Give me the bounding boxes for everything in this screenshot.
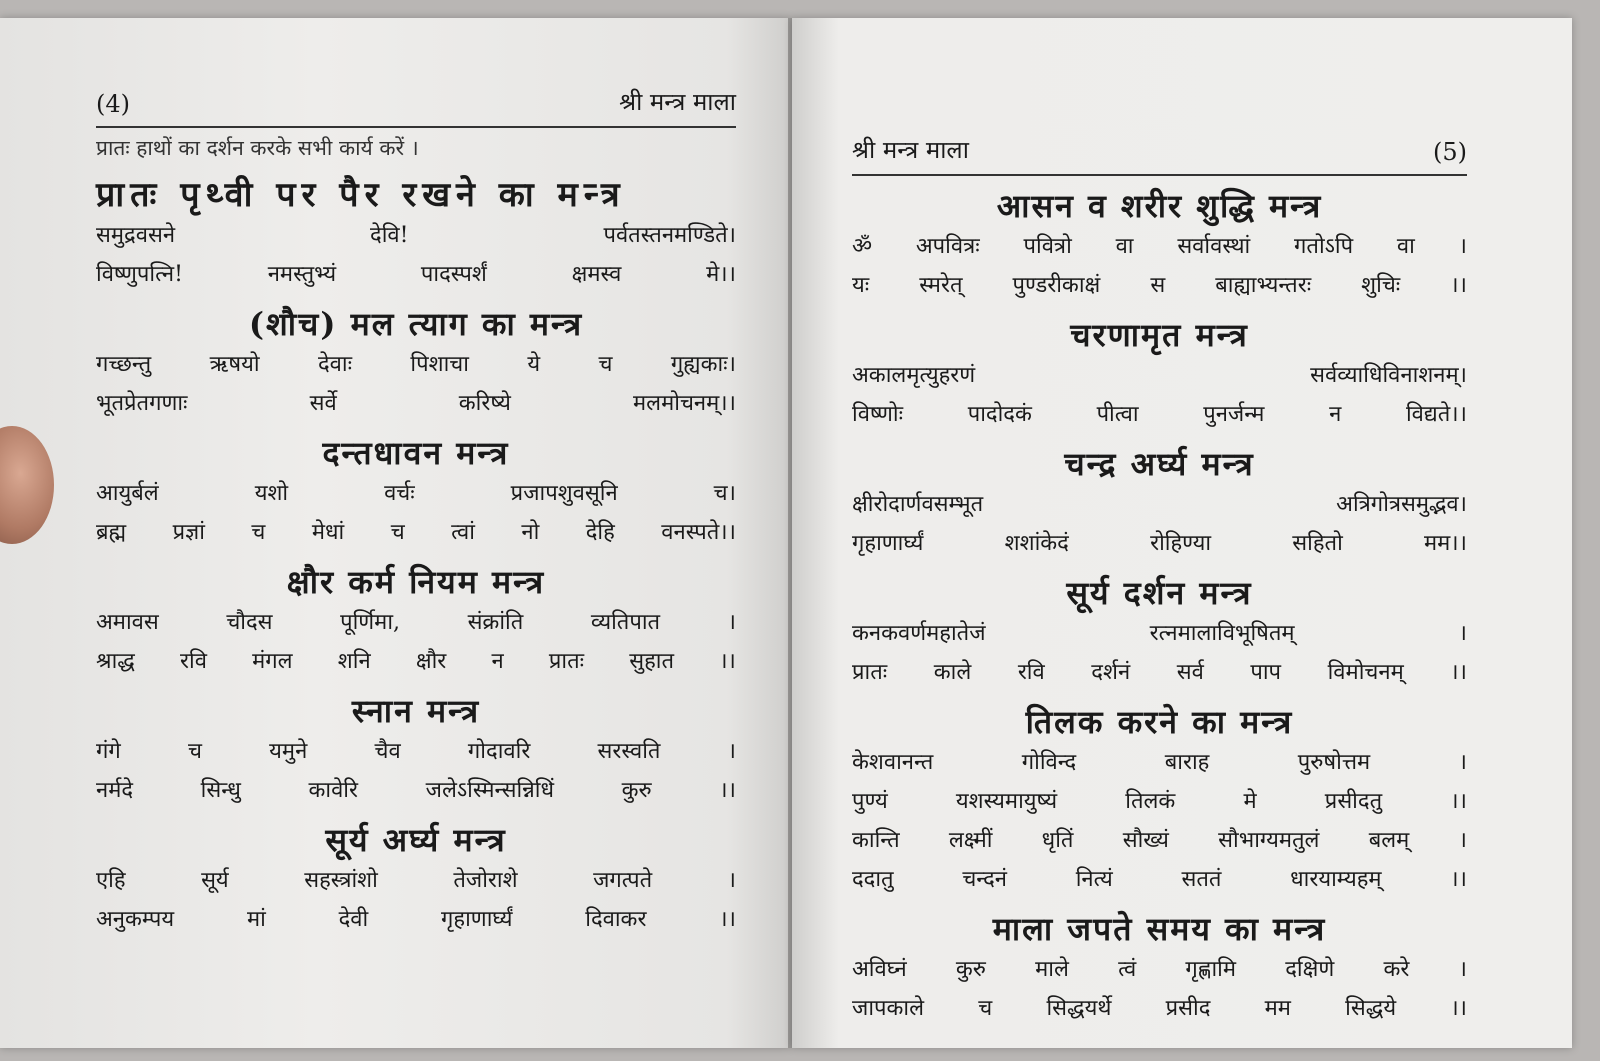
mantra-word: सर्वे [309,391,337,416]
mantra-word: अमावस [96,610,159,635]
right-sections [852,184,1467,1028]
left-page-content [96,78,736,939]
mantra-word: दर्शनं [1091,660,1131,685]
thumb-holding-book [0,426,54,544]
right-running-head [852,126,1467,166]
mantra-word: मम।। [1424,531,1467,556]
mantra-word: शनि [337,649,371,674]
mantra-word: धारयाम्यहम् [1290,867,1382,892]
mantra-word: सौख्यं [1122,828,1169,853]
mantra-word: पिशाचा [410,352,469,377]
mantra-word: च [390,520,405,545]
mantra-line [96,771,736,810]
mantra-word: आयुर्बलं [96,481,159,506]
mantra-word: पुण्यं [852,789,888,814]
mantra-word: प्रजापशुवसूनि [510,481,618,506]
mantra-line [852,395,1467,434]
left-instruction: प्रातः हाथों का दर्शन करके सभी कार्य करें । [96,136,419,160]
mantra-line [852,227,1467,266]
mantra-word: सहितो [1292,531,1343,556]
mantra-word: बाह्याभ्यन्तरः [1215,273,1312,298]
mantra-word: मे।। [706,262,736,287]
mantra-word: ब्रह्म [96,520,127,545]
mantra-word: जलेऽस्मिन्सन्निधिं [425,778,554,803]
mantra-word: मलमोचनम्।। [633,391,736,416]
mantra-title: चन्द्र अर्घ्य मन्त्र [1064,445,1255,483]
mantra-title: माला जपते समय का मन्त्र [992,910,1327,948]
mantra-word: अपवित्रः [915,234,980,259]
mantra-word: पीत्वा [1096,402,1139,427]
left-sections [96,170,736,939]
mantra-word: करे [1383,957,1410,982]
mantra-word: विमोचनम् [1327,660,1404,685]
left-header-rule [96,126,736,128]
mantra-word: त्वां [451,520,475,545]
mantra-word: चन्दनं [962,867,1007,892]
mantra-word: गृहाणार्घ्यं [441,907,513,932]
mantra-word: रवि [180,649,207,674]
mantra-line [852,743,1467,782]
mantra-word: । [1458,828,1467,853]
mantra-word: तिलकं [1125,789,1176,814]
mantra-word: सर्वव्याधिविनाशनम्। [1310,363,1467,388]
mantra-word: भूतप्रेतगणाः [96,391,188,416]
mantra-word: न [491,649,504,674]
mantra-line [96,216,736,255]
mantra-line [96,255,736,294]
mantra-word: दक्षिणे [1285,957,1335,982]
mantra-line [852,860,1467,899]
mantra-title: स्नान मन्त्र [351,692,481,730]
mantra-word: कुरु [955,957,986,982]
right-page-content [852,126,1467,1028]
mantra-word: देहि [585,520,615,545]
mantra-word: सततं [1181,867,1222,892]
mantra-word: स्मरेत् [919,273,963,298]
mantra-word: शुचिः [1361,273,1401,298]
mantra-word: च [251,520,266,545]
mantra-word: पादोदकं [967,402,1032,427]
mantra-word: श्राद्ध [96,649,135,674]
mantra-word: वर्चः [384,481,415,506]
mantra-word: प्रज्ञां [172,520,205,545]
left-running-title: श्री मन्त्र माला [619,88,736,116]
mantra-word: व्यतिपात [590,610,661,635]
left-running-head [96,78,736,118]
mantra-word: च [978,996,993,1021]
mantra-word: त्वं [1118,957,1137,982]
mantra-word: सौभाग्यमतुलं [1218,828,1320,853]
mantra-word: कनकवर्णमहातेजं [852,621,986,646]
mantra-word: ।। [719,649,736,674]
mantra-word: देवाः [317,352,353,377]
mantra-word: प्रातः [548,649,585,674]
mantra-word: गंगे [96,739,121,764]
mantra-word: सूर्य [201,868,229,893]
right-header-rule [852,174,1467,176]
mantra-word: प्रातः [852,660,888,685]
mantra-title: सूर्य दर्शन मन्त्र [1066,574,1253,612]
mantra-word: पूर्णिमा, [340,610,401,635]
mantra-word: नो [521,520,540,545]
mantra-word: रोहिण्या [1150,531,1212,556]
mantra-title: क्षौर कर्म नियम मन्त्र [286,563,546,601]
mantra-line [852,989,1467,1028]
mantra-word: पादस्पर्शं [420,262,487,287]
left-page-number: (4) [96,90,130,118]
mantra-word: । [1458,750,1467,775]
mantra-line [96,474,736,513]
mantra-word: च [598,352,613,377]
mantra-word: तेजोराशे [453,868,518,893]
mantra-word: ।। [1450,660,1467,685]
right-running-title: श्री मन्त्र माला [852,136,969,164]
mantra-word: सिन्धु [200,778,241,803]
mantra-word: यः [852,273,870,298]
mantra-word: अनुकम्पय [96,907,175,932]
mantra-word: स [1150,273,1166,298]
mantra-word: गृह्णामि [1185,957,1237,982]
mantra-word: चौदस [226,610,273,635]
mantra-title: सूर्य अर्घ्य मन्त्र [325,821,507,859]
mantra-word: यशस्यमायुष्यं [955,789,1058,814]
mantra-line [96,384,736,423]
mantra-line [852,950,1467,989]
mantra-word: बाराह [1164,750,1210,775]
mantra-word: च [187,739,202,764]
mantra-word: दिवाकर [585,907,647,932]
mantra-word: सिद्धये [1345,996,1397,1021]
mantra-word: यमुने [269,739,308,764]
mantra-line [96,642,736,681]
mantra-word: यशो [254,481,289,506]
mantra-word: ।। [1450,273,1467,298]
mantra-word: गृहाणार्घ्यं [852,531,924,556]
mantra-word: मंगल [252,649,293,674]
mantra-word: मां [246,907,266,932]
mantra-word: नित्यं [1075,867,1113,892]
mantra-line [96,345,736,384]
mantra-word: वनस्पते।। [661,520,736,545]
mantra-word: काले [933,660,972,685]
mantra-word: नर्मदे [96,778,134,803]
mantra-title: दन्तधावन मन्त्र [322,434,510,472]
mantra-word: । [1458,234,1467,259]
mantra-word: पुरुषोत्तम [1297,750,1371,775]
mantra-line [852,356,1467,395]
mantra-word: अकालमृत्युहरणं [852,363,976,388]
mantra-word: गतोऽपि [1294,234,1354,259]
mantra-word: ॐ [852,234,873,259]
mantra-word: ये [527,352,541,377]
left-page [0,18,790,1048]
mantra-word: जगत्पते [593,868,653,893]
mantra-word: जापकाले [852,996,925,1021]
mantra-word: देवि! [370,223,409,248]
mantra-title: (शौच) मल त्याग का मन्त्र [248,305,584,343]
mantra-word: सरस्वति [597,739,661,764]
mantra-word: पुण्डरीकाक्षं [1012,273,1101,298]
mantra-word: मम [1264,996,1291,1021]
mantra-word: ।। [1450,867,1467,892]
mantra-word: वा [1115,234,1134,259]
mantra-word: एहि [96,868,126,893]
mantra-word: गुह्यकाः। [670,352,736,377]
mantra-word: ऋषयो [209,352,260,377]
mantra-title: प्रातः पृथ्वी पर पैर रखने का मन्त्र [96,175,626,215]
mantra-word: सर्व [1176,660,1204,685]
mantra-word: बलम् [1368,828,1410,853]
mantra-word: क्षौर [415,649,447,674]
mantra-word: गच्छन्तु [96,352,152,377]
mantra-word: प्रसीदतु [1324,789,1383,814]
mantra-word: विष्णोः [852,402,904,427]
mantra-word: लक्ष्मीं [948,828,993,853]
mantra-word: देवी [338,907,369,932]
mantra-word: सहस्त्रांशो [304,868,378,893]
mantra-word: माले [1035,957,1069,982]
mantra-word: न [1329,402,1342,427]
mantra-word: अत्रिगोत्रसमुद्भव। [1336,492,1467,517]
mantra-word: मेधां [311,520,345,545]
mantra-line [96,861,736,900]
mantra-word: पर्वतस्तनमण्डिते। [603,223,736,248]
mantra-word: ।। [1450,996,1467,1021]
mantra-word: सिद्धयर्थे [1046,996,1112,1021]
mantra-line [852,782,1467,821]
mantra-line [96,513,736,552]
mantra-word: विष्णुपत्नि! [96,262,183,287]
right-page-number: (5) [1433,138,1467,166]
mantra-word: पवित्रो [1023,234,1072,259]
right-page [792,18,1572,1048]
mantra-word: शशांकेदं [1004,531,1069,556]
mantra-word: । [727,739,736,764]
mantra-word: । [727,868,736,893]
mantra-word: गोविन्द [1021,750,1077,775]
mantra-title: चरणामृत मन्त्र [1070,316,1249,354]
mantra-word: । [1458,957,1467,982]
mantra-word: रत्नमालाविभूषितम् [1149,621,1295,646]
mantra-word: पाप [1250,660,1282,685]
mantra-word: चैव [374,739,401,764]
mantra-word: सुहात [629,649,675,674]
mantra-word: प्रसीद [1165,996,1211,1021]
mantra-word: मे [1243,789,1257,814]
mantra-word: समुद्रवसने [96,223,176,248]
mantra-word: । [1458,621,1467,646]
mantra-title: तिलक करने का मन्त्र [1025,703,1294,741]
mantra-word: पुनर्जन्म [1203,402,1265,427]
mantra-word: केशवानन्त [852,750,934,775]
mantra-line [852,485,1467,524]
mantra-word: कुरु [621,778,652,803]
mantra-word: रवि [1017,660,1045,685]
mantra-line [852,614,1467,653]
mantra-word: क्षीरोदार्णवसम्भूत [852,492,984,517]
mantra-title: आसन व शरीर शुद्धि मन्त्र [996,187,1323,225]
mantra-line [96,603,736,642]
mantra-line [852,653,1467,692]
mantra-word: ददातु [852,867,894,892]
mantra-word: संक्रांति [467,610,524,635]
mantra-word: सर्वावस्थां [1177,234,1251,259]
mantra-word: ।। [1450,789,1467,814]
mantra-word: गोदावरि [467,739,531,764]
mantra-word: ।। [719,907,736,932]
mantra-line [96,732,736,771]
mantra-word: करिष्ये [458,391,511,416]
mantra-word: अविघ्नं [852,957,907,982]
mantra-word: क्षमस्व [571,262,622,287]
mantra-word: । [727,610,736,635]
mantra-word: कावेरि [308,778,359,803]
mantra-word: च। [713,481,736,506]
mantra-word: धृतिं [1041,828,1074,853]
mantra-line [852,266,1467,305]
mantra-word: वा [1396,234,1415,259]
mantra-word: ।। [719,778,736,803]
mantra-line [852,524,1467,563]
mantra-word: विद्यते।। [1405,402,1467,427]
mantra-line [96,900,736,939]
mantra-word: कान्ति [852,828,900,853]
mantra-line [852,821,1467,860]
mantra-word: नमस्तुभ्यं [267,262,337,287]
